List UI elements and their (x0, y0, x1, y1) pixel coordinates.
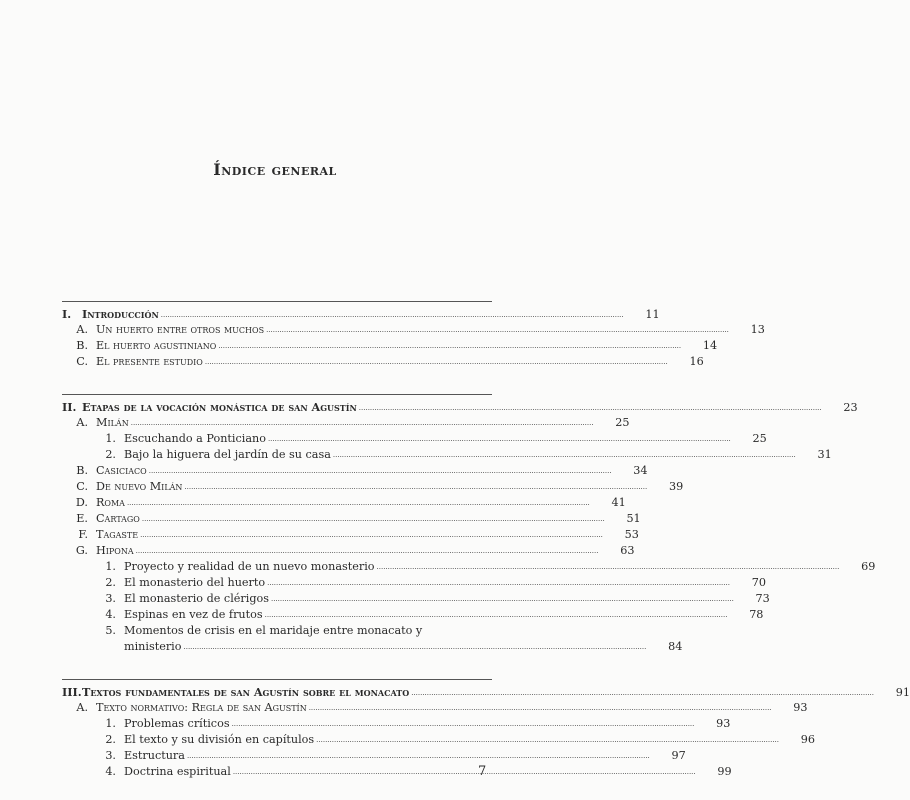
entry-number: A. (76, 701, 88, 714)
leader-dots (205, 354, 668, 370)
entry-title: De nuevo Milán (96, 480, 183, 493)
entry-page: 31 (817, 448, 832, 461)
section-rule (62, 679, 492, 680)
entry-title-continued: ministerio (124, 640, 182, 653)
leader-dots (267, 575, 730, 591)
section-page: 23 (843, 401, 858, 414)
entry-title: Estructura (124, 749, 185, 762)
leader-dots (359, 400, 822, 416)
entry-page: 41 (611, 496, 626, 509)
section-number: III. (62, 685, 82, 699)
entry-page: 78 (749, 608, 764, 621)
section-gap (62, 655, 492, 679)
toc-subentry-continuation (62, 639, 683, 655)
entry-page: 25 (615, 416, 630, 429)
toc-entry-row (62, 495, 626, 511)
section-number: II. (62, 400, 77, 414)
leader-dots (411, 685, 874, 701)
toc-subentry-row (62, 447, 832, 463)
toc-subentry-row (62, 559, 876, 575)
entry-title: Proyecto y realidad de un nuevo monasterio (124, 560, 375, 573)
page-number: 7 (478, 764, 487, 779)
leader-dots (265, 607, 728, 623)
entry-number: 1. (105, 560, 116, 573)
toc-entry-row (62, 354, 704, 370)
toc-section-row (62, 399, 858, 415)
section-title: Introducción (82, 307, 159, 321)
entry-title: El monasterio del huerto (124, 576, 266, 589)
toc-entry-row (62, 479, 684, 495)
entry-title: Bajo la higuera del jardín de su casa (124, 448, 331, 461)
leader-dots (187, 748, 650, 764)
entry-page: 84 (668, 640, 683, 653)
toc-subentry-row (62, 431, 767, 447)
entry-title: Escuchando a Ponticiano (124, 432, 266, 445)
entry-title: El huerto agustiniano (96, 339, 217, 352)
entry-title: Momentos de crisis en el maridaje entre monacato y (124, 624, 423, 637)
entry-page: 93 (716, 717, 731, 730)
entry-page: 93 (793, 701, 808, 714)
toc-entry-row (62, 463, 648, 479)
entry-title: El presente estudio (96, 355, 203, 368)
entry-number: C. (76, 355, 88, 368)
toc-entry-row (62, 543, 635, 559)
leader-dots (266, 322, 729, 338)
leader-dots (233, 764, 696, 780)
entry-number: 4. (105, 608, 116, 621)
entry-page: 25 (752, 432, 767, 445)
entry-page: 16 (689, 355, 704, 368)
toc-subentry-row (62, 716, 731, 732)
section-page: 11 (645, 308, 660, 321)
entry-number: 4. (105, 765, 116, 778)
entry-number: 1. (105, 432, 116, 445)
entry-title: Cartago (96, 512, 140, 525)
leader-dots (271, 591, 734, 607)
page-title: Índice general (213, 160, 337, 179)
entry-page: 73 (755, 592, 770, 605)
toc-subentry-row (62, 607, 764, 623)
toc-subentry-row (62, 764, 732, 780)
entry-page: 97 (671, 749, 686, 762)
entry-number: A. (76, 416, 88, 429)
entry-title: Milán (96, 416, 129, 429)
leader-dots (136, 543, 599, 559)
leader-dots (232, 716, 695, 732)
leader-dots (131, 415, 594, 431)
section-gap (62, 370, 492, 394)
entry-number: C. (76, 480, 88, 493)
entry-number: B. (76, 464, 88, 477)
leader-dots (333, 447, 796, 463)
leader-dots (142, 511, 605, 527)
leader-dots (184, 479, 647, 495)
section-title: Etapas de la vocación monástica de san Agustín (82, 400, 357, 414)
entry-title: El monasterio de clérigos (124, 592, 269, 605)
entry-page: 34 (633, 464, 648, 477)
toc-subentry-row (62, 575, 766, 591)
leader-dots (140, 527, 603, 543)
toc-entry-row (62, 322, 765, 338)
entry-title: Doctrina espiritual (124, 765, 231, 778)
entry-page: 63 (620, 544, 635, 557)
leader-dots (316, 732, 779, 748)
entry-number: F. (78, 528, 88, 541)
entry-number: G. (75, 544, 88, 557)
leader-dots (218, 338, 681, 354)
toc-section-row (62, 684, 910, 700)
entry-page: 99 (717, 765, 732, 778)
entry-title: Problemas críticos (124, 717, 230, 730)
section-rule (62, 394, 492, 395)
leader-dots (161, 307, 624, 323)
leader-dots (268, 431, 731, 447)
toc-subentry-row (62, 591, 770, 607)
entry-title: Espinas en vez de frutos (124, 608, 263, 621)
toc-entry-row (62, 527, 639, 543)
entry-number: B. (76, 339, 88, 352)
section-number: I. (62, 307, 72, 321)
leader-dots (377, 559, 840, 575)
section-rule (62, 301, 492, 302)
toc-entry-row (62, 338, 718, 354)
entry-title: Hipona (96, 544, 134, 557)
entry-title: Un huerto entre otros muchos (96, 323, 265, 336)
table-of-contents (62, 301, 910, 780)
toc-entry-row (62, 700, 808, 716)
entry-number: E. (76, 512, 88, 525)
section-page: 91 (895, 686, 910, 699)
toc-section-row (62, 306, 660, 322)
entry-page: 51 (626, 512, 641, 525)
entry-title: Texto normativo: Regla de san Agustín (96, 701, 307, 714)
entry-page: 14 (702, 339, 718, 352)
toc-subentry-row (62, 732, 815, 748)
toc-subentry-row (62, 623, 492, 639)
entry-title: Casiciaco (96, 464, 147, 477)
leader-dots (127, 495, 590, 511)
toc-entry-row (62, 415, 630, 431)
entry-number: 3. (105, 592, 116, 605)
entry-number: D. (75, 496, 88, 509)
entry-title: El texto y su división en capítulos (124, 733, 315, 746)
entry-number: 2. (105, 448, 116, 461)
entry-title: Tagaste (96, 528, 139, 541)
entry-number: 2. (105, 576, 116, 589)
entry-number: 2. (105, 733, 116, 746)
entry-page: 39 (668, 480, 684, 493)
leader-dots (184, 639, 647, 655)
entry-page: 53 (624, 528, 639, 541)
toc-entry-row (62, 511, 641, 527)
entry-page: 13 (750, 323, 765, 336)
entry-number: A. (76, 323, 88, 336)
leader-dots (149, 463, 612, 479)
entry-number: 3. (105, 749, 116, 762)
entry-page: 70 (751, 576, 766, 589)
entry-number: 5. (105, 624, 116, 637)
entry-number: 1. (105, 717, 116, 730)
section-title: Textos fundamentales de san Agustín sobre el monacato (82, 685, 410, 699)
leader-dots (309, 700, 772, 716)
entry-page: 69 (861, 560, 876, 573)
toc-subentry-row (62, 748, 686, 764)
entry-title: Roma (96, 496, 125, 509)
entry-page: 96 (800, 733, 815, 746)
